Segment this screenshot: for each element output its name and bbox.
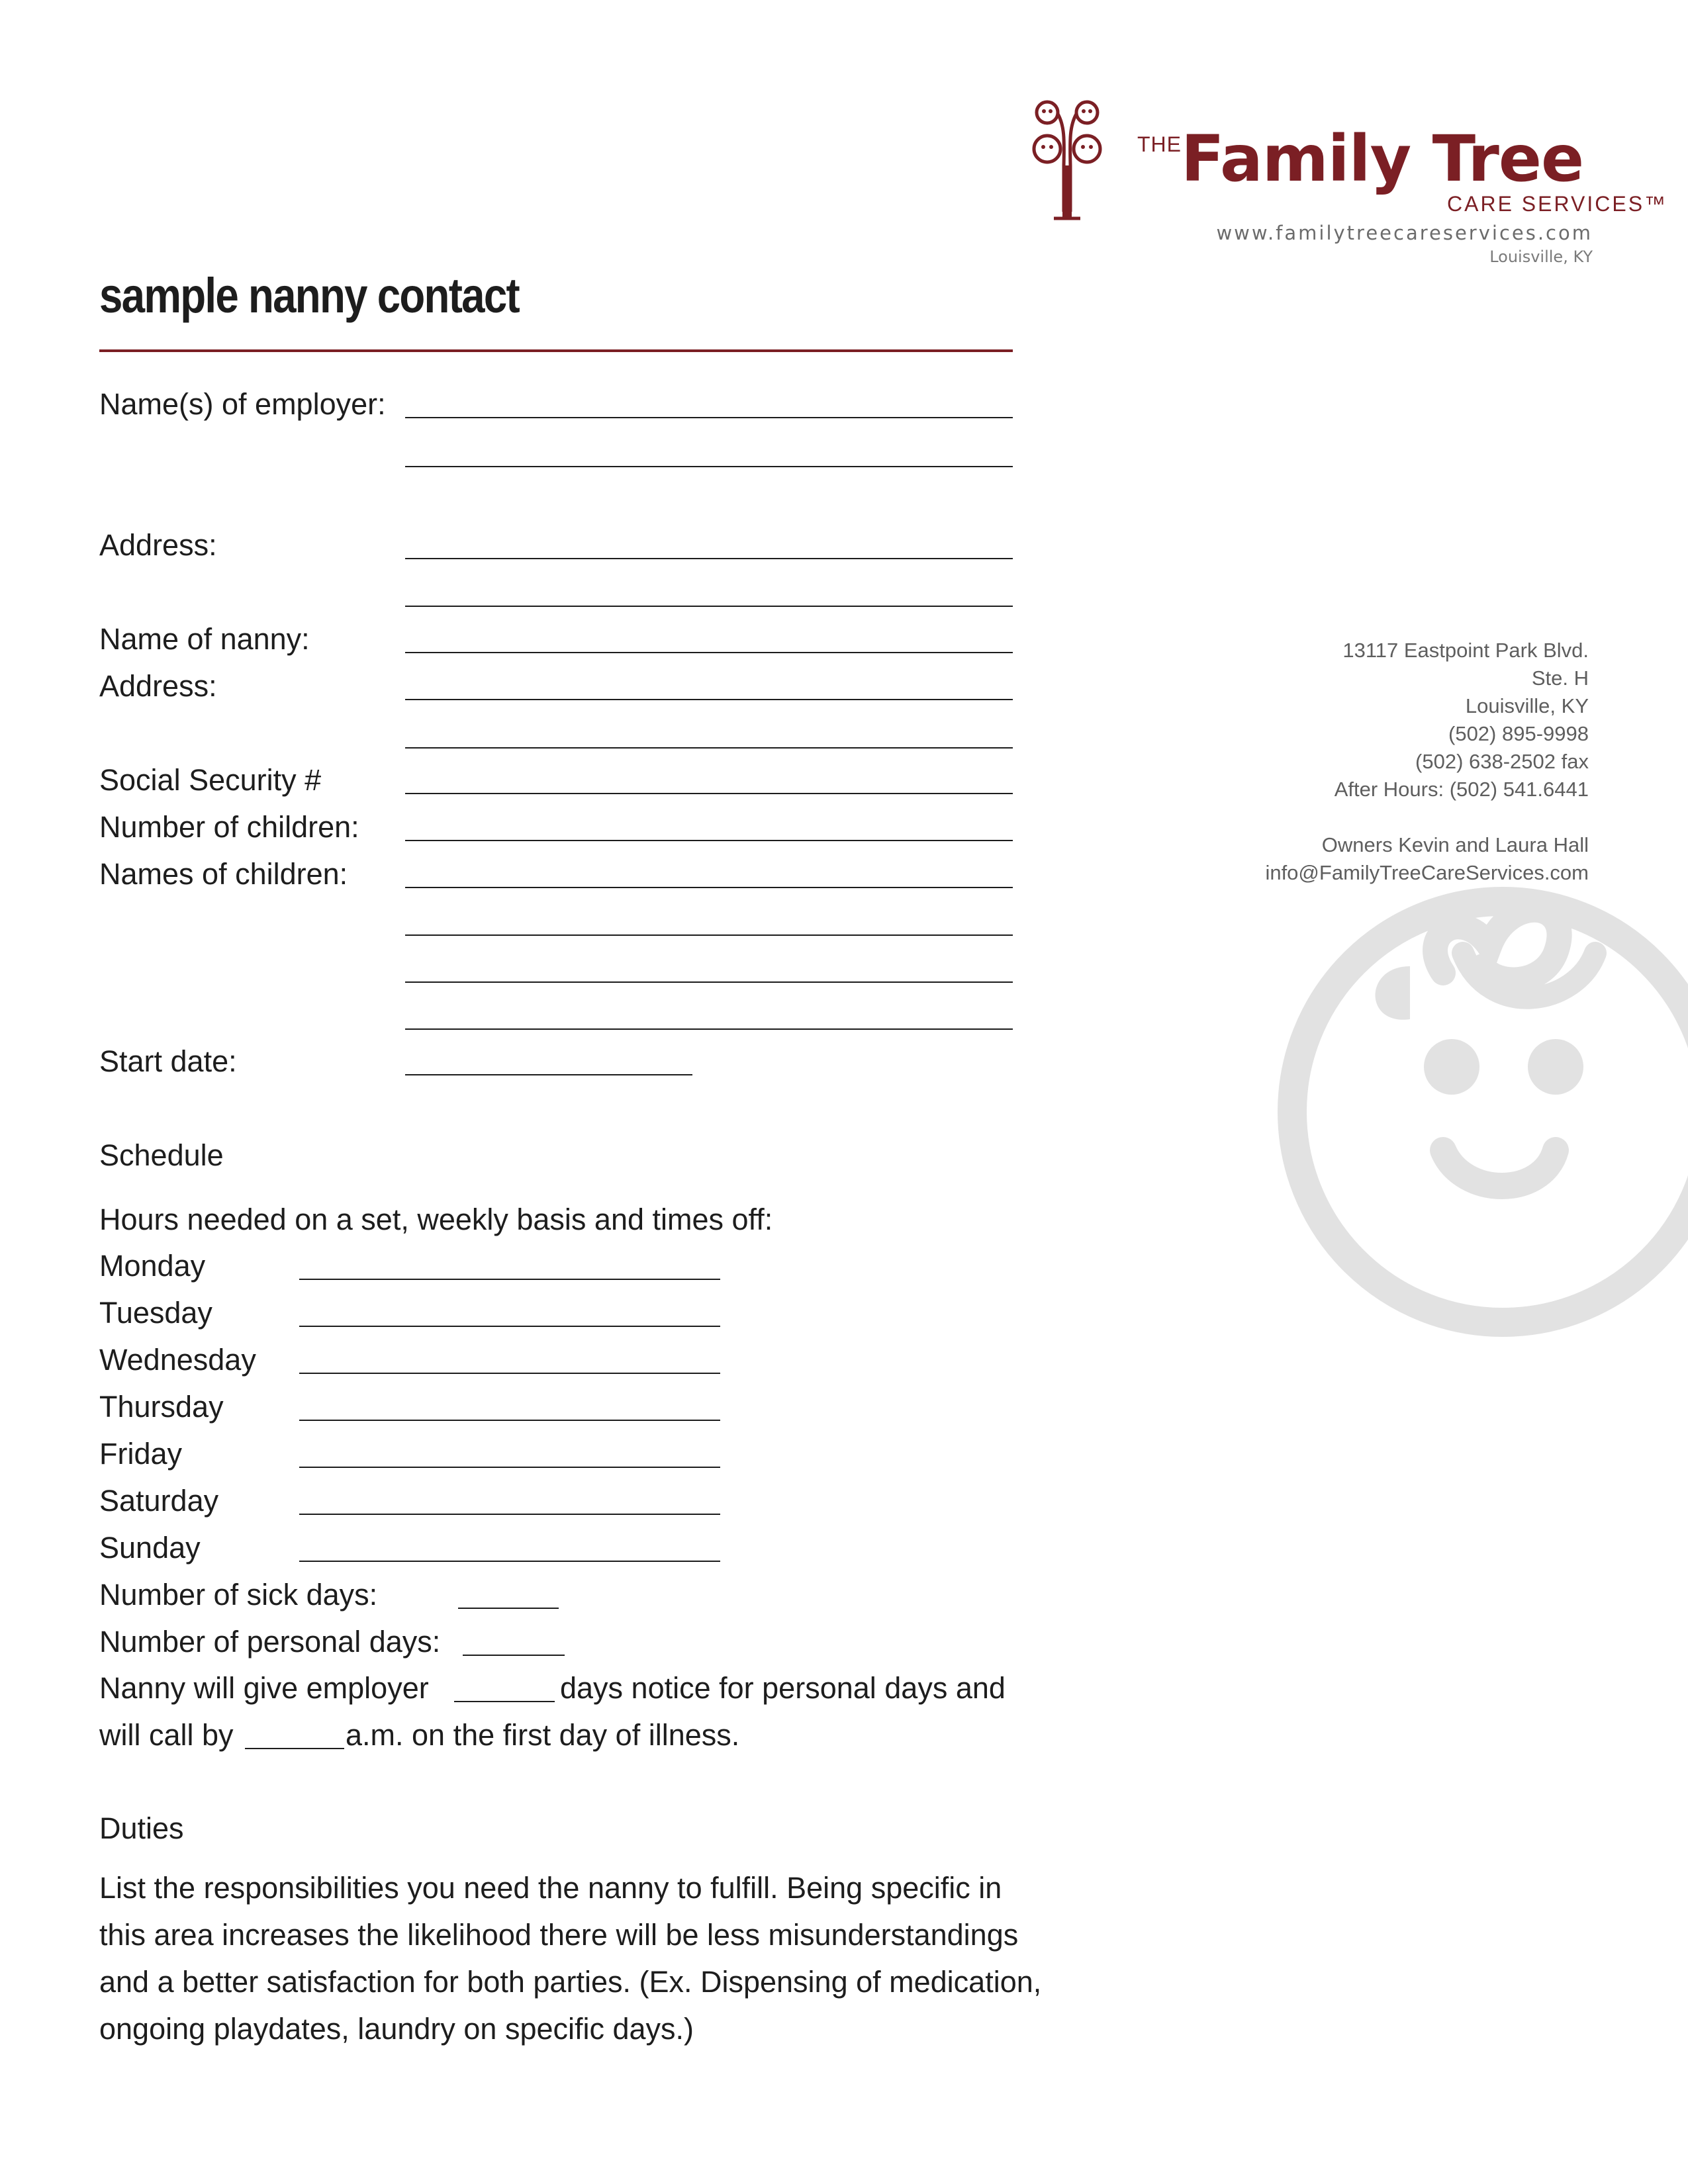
- personal-days-field[interactable]: [463, 1655, 565, 1656]
- thursday-hours-field[interactable]: [299, 1420, 720, 1421]
- contact-spacer: [1265, 803, 1589, 831]
- sick-days-label: Number of sick days:: [99, 1578, 378, 1612]
- logo-tagline: CARE SERVICES™: [1447, 192, 1668, 216]
- contact-line: Owners Kevin and Laura Hall: [1321, 833, 1589, 856]
- page-title: sample nanny contact: [99, 268, 520, 323]
- call-by-text-start: will call by: [99, 1718, 234, 1752]
- day-label-tuesday: Tuesday: [99, 1296, 212, 1330]
- saturday-hours-field[interactable]: [299, 1514, 720, 1515]
- contact-line: After Hours: (502) 541.6441: [1334, 778, 1589, 801]
- title-divider: [99, 349, 1013, 352]
- day-label-friday: Friday: [99, 1437, 183, 1471]
- logo-the-text: THE: [1137, 132, 1182, 156]
- family-tree-logo-icon: [1027, 93, 1107, 225]
- logo-city: Louisville, KY: [1489, 248, 1593, 266]
- employer-name-field-2[interactable]: [405, 466, 1013, 467]
- notice-days-field[interactable]: [454, 1701, 555, 1702]
- contact-line: (502) 895-9998: [1448, 722, 1589, 745]
- contact-block: [1265, 637, 1589, 887]
- day-label-sunday: Sunday: [99, 1531, 201, 1565]
- personal-days-label: Number of personal days:: [99, 1625, 441, 1659]
- monday-hours-field[interactable]: [299, 1279, 720, 1280]
- nanny-address-field-2[interactable]: [405, 747, 1013, 749]
- address-label: Address:: [99, 528, 217, 562]
- day-label-monday: Monday: [99, 1249, 206, 1283]
- contact-line: (502) 638-2502 fax: [1415, 750, 1589, 773]
- smiley-watermark-icon: [1264, 854, 1688, 1370]
- ssn-label: Social Security #: [99, 763, 322, 797]
- employer-label: Name(s) of employer:: [99, 387, 386, 421]
- start-date-field[interactable]: [405, 1074, 692, 1075]
- day-label-wednesday: Wednesday: [99, 1343, 256, 1377]
- call-by-time-field[interactable]: [245, 1748, 344, 1749]
- call-by-text-end: a.m. on the first day of illness.: [346, 1718, 740, 1752]
- children-names-field[interactable]: [405, 887, 1013, 888]
- wednesday-hours-field[interactable]: [299, 1373, 720, 1374]
- children-names-field-3[interactable]: [405, 981, 1013, 983]
- nanny-name-label: Name of nanny:: [99, 622, 310, 656]
- start-date-label: Start date:: [99, 1044, 237, 1078]
- day-label-thursday: Thursday: [99, 1390, 224, 1424]
- contact-email-link[interactable]: info@FamilyTreeCareServices.com: [1265, 861, 1589, 884]
- children-names-field-2[interactable]: [405, 934, 1013, 936]
- num-children-label: Number of children:: [99, 810, 359, 844]
- friday-hours-field[interactable]: [299, 1467, 720, 1468]
- nanny-name-field[interactable]: [405, 652, 1013, 653]
- nanny-address-field[interactable]: [405, 699, 1013, 700]
- contact-line: 13117 Eastpoint Park Blvd.: [1342, 639, 1589, 662]
- contact-line: Louisville, KY: [1465, 694, 1589, 717]
- contact-line: Ste. H: [1531, 666, 1589, 690]
- employer-address-field-2[interactable]: [405, 606, 1013, 607]
- sick-days-field[interactable]: [458, 1608, 559, 1609]
- num-children-field[interactable]: [405, 840, 1013, 841]
- logo-url[interactable]: www.familytreecareservices.com: [1216, 222, 1593, 244]
- logo-brand-name: Family Tree: [1181, 122, 1584, 196]
- duties-heading: Duties: [99, 1811, 184, 1845]
- nanny-address-label: Address:: [99, 669, 217, 703]
- sunday-hours-field[interactable]: [299, 1561, 720, 1562]
- names-children-label: Names of children:: [99, 857, 348, 891]
- employer-address-field[interactable]: [405, 558, 1013, 559]
- ssn-field[interactable]: [405, 793, 1013, 794]
- notice-text-start: Nanny will give employer: [99, 1671, 429, 1705]
- children-names-field-4[interactable]: [405, 1028, 1013, 1030]
- day-label-saturday: Saturday: [99, 1484, 219, 1518]
- employer-name-field[interactable]: [405, 417, 1013, 418]
- schedule-heading: Schedule: [99, 1138, 224, 1172]
- duties-description: List the responsibilities you need the nanny to fulfill. Being specific in this area increases the likelihood there will be less misunderstandings and a better satisfaction for both parties. (Ex. Dispensing of medication, ongoing playdates, laundry on specific days.): [99, 1871, 1042, 2046]
- schedule-intro: Hours needed on a set, weekly basis and times off:: [99, 1203, 773, 1236]
- tuesday-hours-field[interactable]: [299, 1326, 720, 1327]
- notice-text-end: days notice for personal days and: [560, 1671, 1006, 1705]
